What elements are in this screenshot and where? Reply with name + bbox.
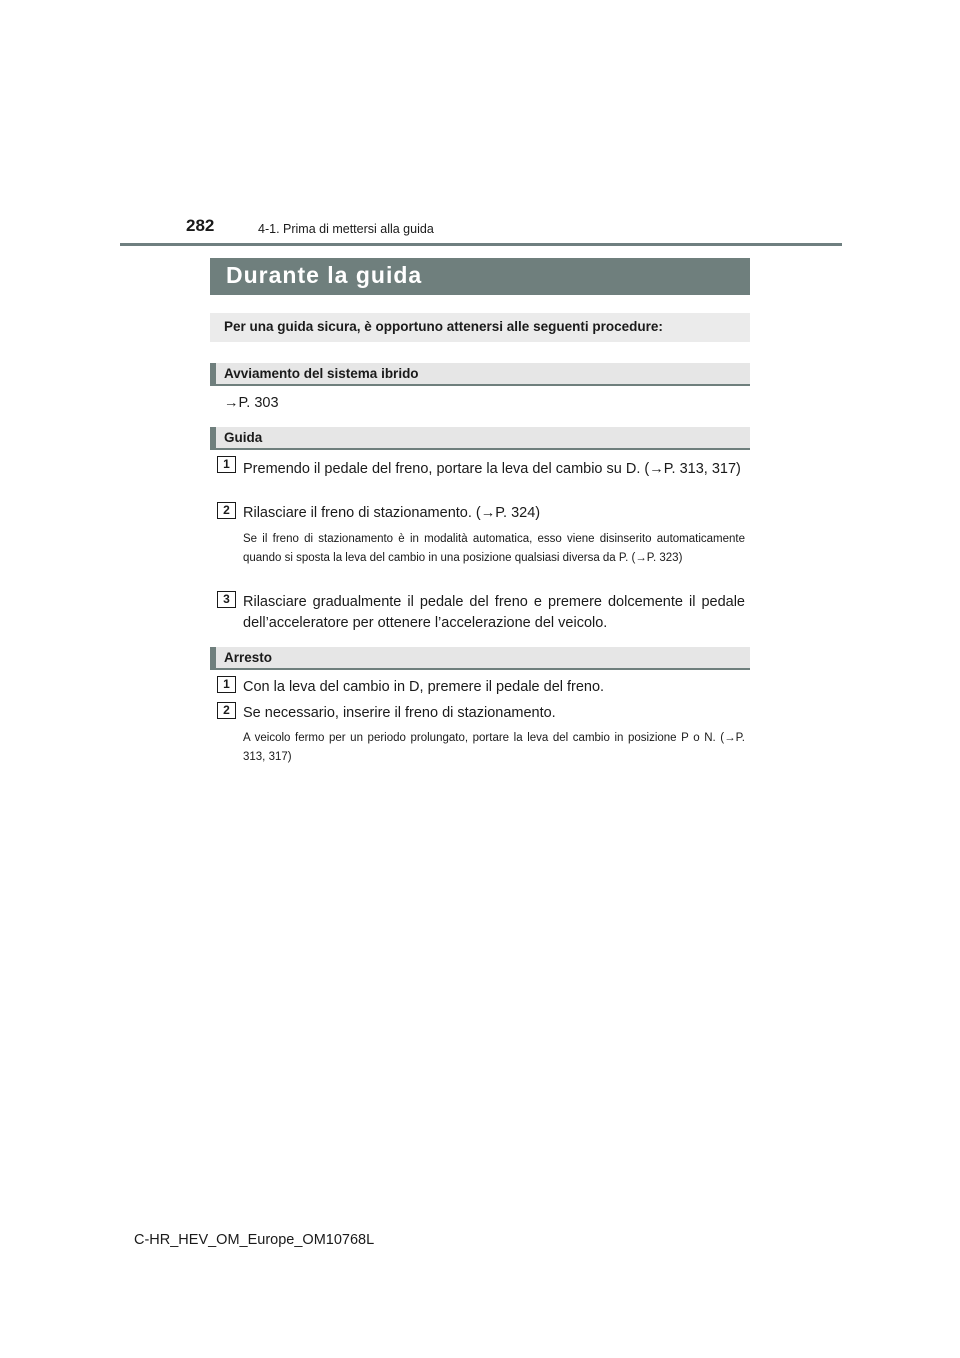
page-number: 282 xyxy=(186,216,215,235)
section-heading-avviamento xyxy=(210,363,750,386)
document-footer: C-HR_HEV_OM_Europe_OM10768L xyxy=(134,1232,375,1248)
section-heading-label: Avviamento del sistema ibrido xyxy=(224,366,419,381)
step-number-badge: 1 xyxy=(217,676,236,693)
step-text: Rilasciare il freno di stazionamento. (→P. 324) xyxy=(243,505,541,521)
section-heading-label: Guida xyxy=(224,430,263,445)
step-text: Con la leva del cambio in D, premere il pedale del freno. xyxy=(243,679,605,695)
section-heading-guida xyxy=(210,427,750,450)
page-title-bar xyxy=(210,258,750,295)
page-reference: →P. 303 xyxy=(224,395,279,411)
step-number-badge: 3 xyxy=(217,591,236,608)
section-heading-label: Arresto xyxy=(224,650,273,665)
intro-box xyxy=(210,313,750,342)
section-marker xyxy=(210,363,216,384)
step-number-badge: 1 xyxy=(217,456,236,473)
step-number-badge: 2 xyxy=(217,702,236,719)
header-divider xyxy=(120,243,842,246)
section-marker xyxy=(210,427,216,448)
intro-text: Per una guida sicura, è opportuno attenersi alle seguenti procedure: xyxy=(224,319,663,334)
step-text: Se necessario, inserire il freno di stazionamento. xyxy=(243,705,556,721)
breadcrumb: 4-1. Prima di mettersi alla guida xyxy=(258,222,434,236)
page-title: Durante la guida xyxy=(226,262,423,288)
section-marker xyxy=(210,647,216,668)
step-text: Rilasciare gradualmente il pedale del freno e premere dolcemente il pedale dell’acceleratore per ottenere l’accelerazione del veicolo. xyxy=(243,594,745,631)
step-number-badge: 2 xyxy=(217,502,236,519)
step-note: Se il freno di stazionamento è in modalità automatica, esso viene disinserito automaticamente quando si sposta la leva del cambio in una posizione qualsiasi diversa da P. (→P. 323) xyxy=(243,533,745,564)
section-heading-arresto xyxy=(210,647,750,670)
step-text: Premendo il pedale del freno, portare la leva del cambio su D. (→P. 313, 317) xyxy=(243,461,741,477)
step-note: A veicolo fermo per un periodo prolungato, portare la leva del cambio in posizione P o N. (→P. 313, 317) xyxy=(243,732,745,763)
